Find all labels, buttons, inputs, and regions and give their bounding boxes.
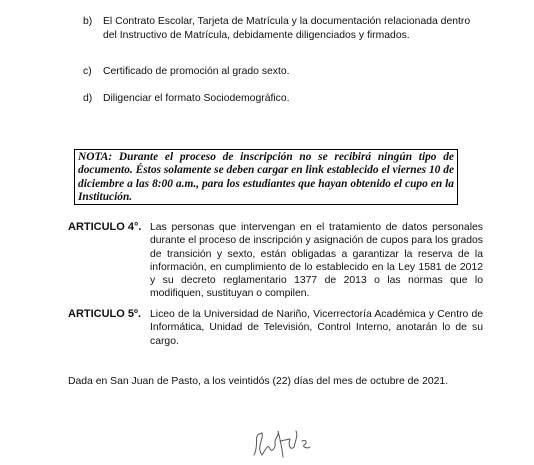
list-text: El Contrato Escolar, Tarjeta de Matrícula y la documentación relacionada dentro del Instructivo de Matrícula, debidamente diligenciados y firmados. xyxy=(103,16,471,41)
signature-scribble xyxy=(250,425,320,462)
closing-text: Dada en San Juan de Pasto, a los veintidós (22) días del mes de octubre de 2021. xyxy=(68,376,449,387)
list-text: Diligenciar el formato Sociodemográfico. xyxy=(103,93,290,104)
note-box xyxy=(74,149,458,205)
list-letter: b) xyxy=(83,16,93,27)
article-5-text: Liceo de la Universidad de Nariño, Vicerrectoría Académica y Centro de Informática, Unidad de Televisión, Control Interno, anotarán lo de su cargo. xyxy=(150,309,483,347)
article-4-text: Las personas que intervengan en el tratamiento de datos personales durante el proceso de inscripción y asignación de cupos para los grados de transición y sexto, están obligadas a garantizar la reserva de la información, en cumplimiento de lo establecido en la Ley 1581 de 2012 y su decreto reglamentario 1377 de 2013 o las normas que lo modifiquen, sustituyan o compilen. xyxy=(150,222,483,300)
list-letter: d) xyxy=(83,93,93,104)
list-text: Certificado de promoción al grado sexto. xyxy=(103,66,290,77)
note-text: NOTA: Durante el proceso de inscripción no se recibirá ningún tipo de documento. Éstos solamente se deben cargar en link establecido el viernes 10 de diciembre a las 8:00 a.m., para los estudiantes que hayan obtenido el cupo en la Institución. xyxy=(78,151,454,203)
article-4-label: ARTICULO 4°. xyxy=(68,221,142,233)
signature xyxy=(250,425,320,465)
article-5-label: ARTICULO 5º. xyxy=(68,308,142,320)
list-letter: c) xyxy=(83,66,92,77)
